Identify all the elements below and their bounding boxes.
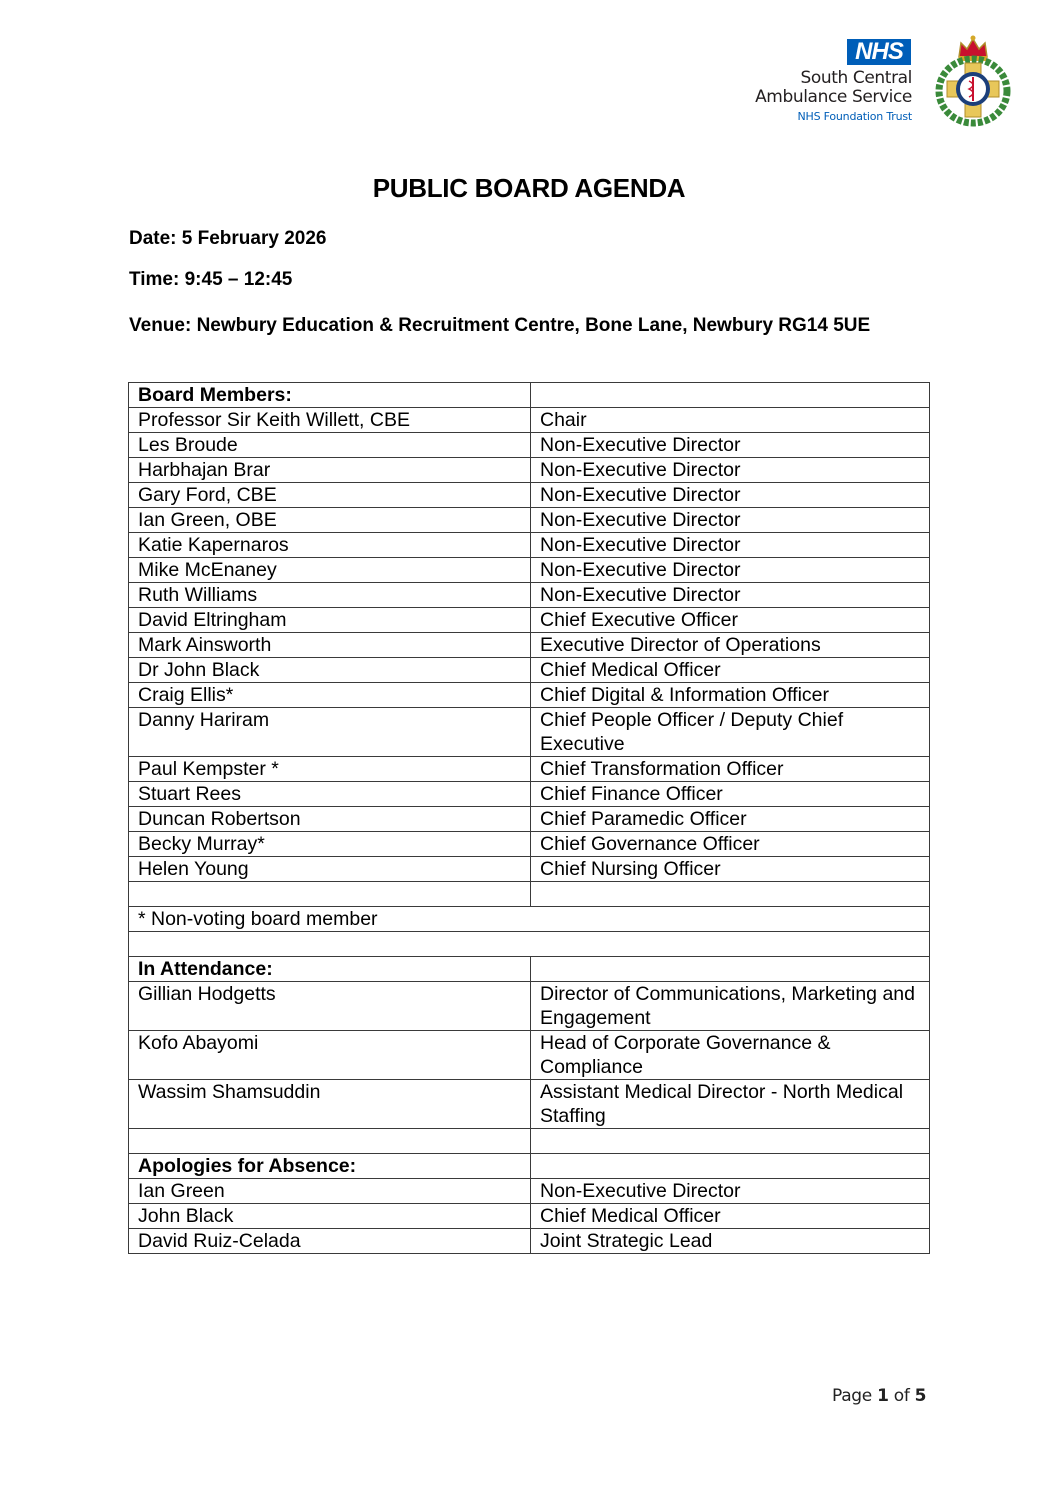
apology-role: Joint Strategic Lead [531, 1229, 930, 1254]
board-member-row [129, 533, 930, 558]
org-name [755, 69, 912, 107]
empty-cell [531, 1129, 930, 1154]
section-header-apologies [129, 1154, 930, 1179]
member-name: Paul Kempster * [129, 757, 531, 782]
member-role: Non-Executive Director [531, 508, 930, 533]
board-member-row [129, 583, 930, 608]
member-name: David Eltringham [129, 608, 531, 633]
blank-row [129, 882, 930, 907]
attendee-role: Head of Corporate Governance & Compliance [531, 1031, 930, 1080]
empty-cell [531, 957, 930, 982]
board-member-row [129, 807, 930, 832]
footnote-row [129, 907, 930, 932]
member-name: Katie Kapernaros [129, 533, 531, 558]
page-number [832, 1386, 926, 1406]
trust-logo [740, 38, 1020, 133]
apology-name: John Black [129, 1204, 531, 1229]
member-name: Duncan Robertson [129, 807, 531, 832]
member-name: Helen Young [129, 857, 531, 882]
member-name: Ruth Williams [129, 583, 531, 608]
member-name: Craig Ellis* [129, 683, 531, 708]
board-member-row [129, 633, 930, 658]
member-role: Chief Medical Officer [531, 658, 930, 683]
page-total: 5 [914, 1386, 927, 1406]
attendee-role: Director of Communications, Marketing and Engagement [531, 982, 930, 1031]
member-role: Non-Executive Director [531, 433, 930, 458]
member-role: Chief Governance Officer [531, 832, 930, 857]
board-member-row [129, 832, 930, 857]
attendee-name: Kofo Abayomi [129, 1031, 531, 1080]
empty-cell [129, 932, 930, 957]
blank-row [129, 1129, 930, 1154]
board-member-row [129, 483, 930, 508]
board-member-row [129, 508, 930, 533]
member-role: Chief Paramedic Officer [531, 807, 930, 832]
section-heading: In Attendance: [129, 957, 531, 982]
board-member-row [129, 658, 930, 683]
member-role: Chief Executive Officer [531, 608, 930, 633]
meeting-venue: Venue: Newbury Education & Recruitment Centre, Bone Lane, Newbury RG14 5UE [129, 315, 871, 336]
member-role: Executive Director of Operations [531, 633, 930, 658]
attendee-row [129, 1080, 930, 1129]
member-name: Danny Hariram [129, 708, 531, 757]
apology-row [129, 1204, 930, 1229]
member-role: Chief People Officer / Deputy Chief Executive [531, 708, 930, 757]
apology-row [129, 1229, 930, 1254]
page-label: Page [832, 1386, 872, 1406]
member-role: Non-Executive Director [531, 458, 930, 483]
empty-cell [531, 882, 930, 907]
page-of: of [893, 1386, 910, 1406]
attendee-row [129, 1031, 930, 1080]
member-role: Non-Executive Director [531, 558, 930, 583]
page-current: 1 [877, 1386, 889, 1406]
board-member-row [129, 708, 930, 757]
board-member-row [129, 433, 930, 458]
attendee-row [129, 982, 930, 1031]
member-role: Non-Executive Director [531, 583, 930, 608]
apology-name: David Ruiz-Celada [129, 1229, 531, 1254]
ambulance-crest-icon [933, 33, 1013, 128]
section-heading: Board Members: [129, 383, 531, 408]
board-member-row [129, 857, 930, 882]
board-member-row [129, 458, 930, 483]
apology-row [129, 1179, 930, 1204]
member-role: Non-Executive Director [531, 483, 930, 508]
empty-cell [531, 1154, 930, 1179]
empty-cell [129, 882, 531, 907]
blank-row [129, 932, 930, 957]
member-name: Stuart Rees [129, 782, 531, 807]
board-member-row [129, 408, 930, 433]
member-name: Becky Murray* [129, 832, 531, 857]
board-member-row [129, 608, 930, 633]
attendance-table [128, 382, 930, 1254]
member-name: Gary Ford, CBE [129, 483, 531, 508]
page-title: PUBLIC BOARD AGENDA [372, 173, 686, 203]
section-heading: Apologies for Absence: [129, 1154, 531, 1179]
attendee-role: Assistant Medical Director - North Medical Staffing [531, 1080, 930, 1129]
empty-cell [129, 1129, 531, 1154]
non-voting-footnote: * Non-voting board member [129, 907, 930, 932]
member-name: Dr John Black [129, 658, 531, 683]
meeting-date: Date: 5 February 2026 [129, 228, 327, 249]
section-header-in-attendance [129, 957, 930, 982]
org-subtitle: NHS Foundation Trust [797, 110, 912, 123]
board-member-row [129, 558, 930, 583]
attendee-name: Wassim Shamsuddin [129, 1080, 531, 1129]
member-role: Chief Finance Officer [531, 782, 930, 807]
nhs-logo-badge: NHS [847, 39, 911, 65]
member-name: Mark Ainsworth [129, 633, 531, 658]
member-name: Mike McEnaney [129, 558, 531, 583]
empty-cell [531, 383, 930, 408]
meeting-time: Time: 9:45 – 12:45 [129, 269, 293, 290]
member-role: Non-Executive Director [531, 533, 930, 558]
org-name-line1: South Central [800, 68, 912, 88]
member-role: Chief Transformation Officer [531, 757, 930, 782]
board-member-row [129, 757, 930, 782]
attendee-name: Gillian Hodgetts [129, 982, 531, 1031]
org-name-line2: Ambulance Service [755, 87, 912, 107]
board-member-row [129, 683, 930, 708]
member-role: Chair [531, 408, 930, 433]
apology-name: Ian Green [129, 1179, 531, 1204]
apology-role: Chief Medical Officer [531, 1204, 930, 1229]
member-name: Professor Sir Keith Willett, CBE [129, 408, 531, 433]
member-role: Chief Nursing Officer [531, 857, 930, 882]
member-name: Harbhajan Brar [129, 458, 531, 483]
member-name: Ian Green, OBE [129, 508, 531, 533]
section-header-board-members [129, 383, 930, 408]
apology-role: Non-Executive Director [531, 1179, 930, 1204]
member-role: Chief Digital & Information Officer [531, 683, 930, 708]
member-name: Les Broude [129, 433, 531, 458]
board-member-row [129, 782, 930, 807]
